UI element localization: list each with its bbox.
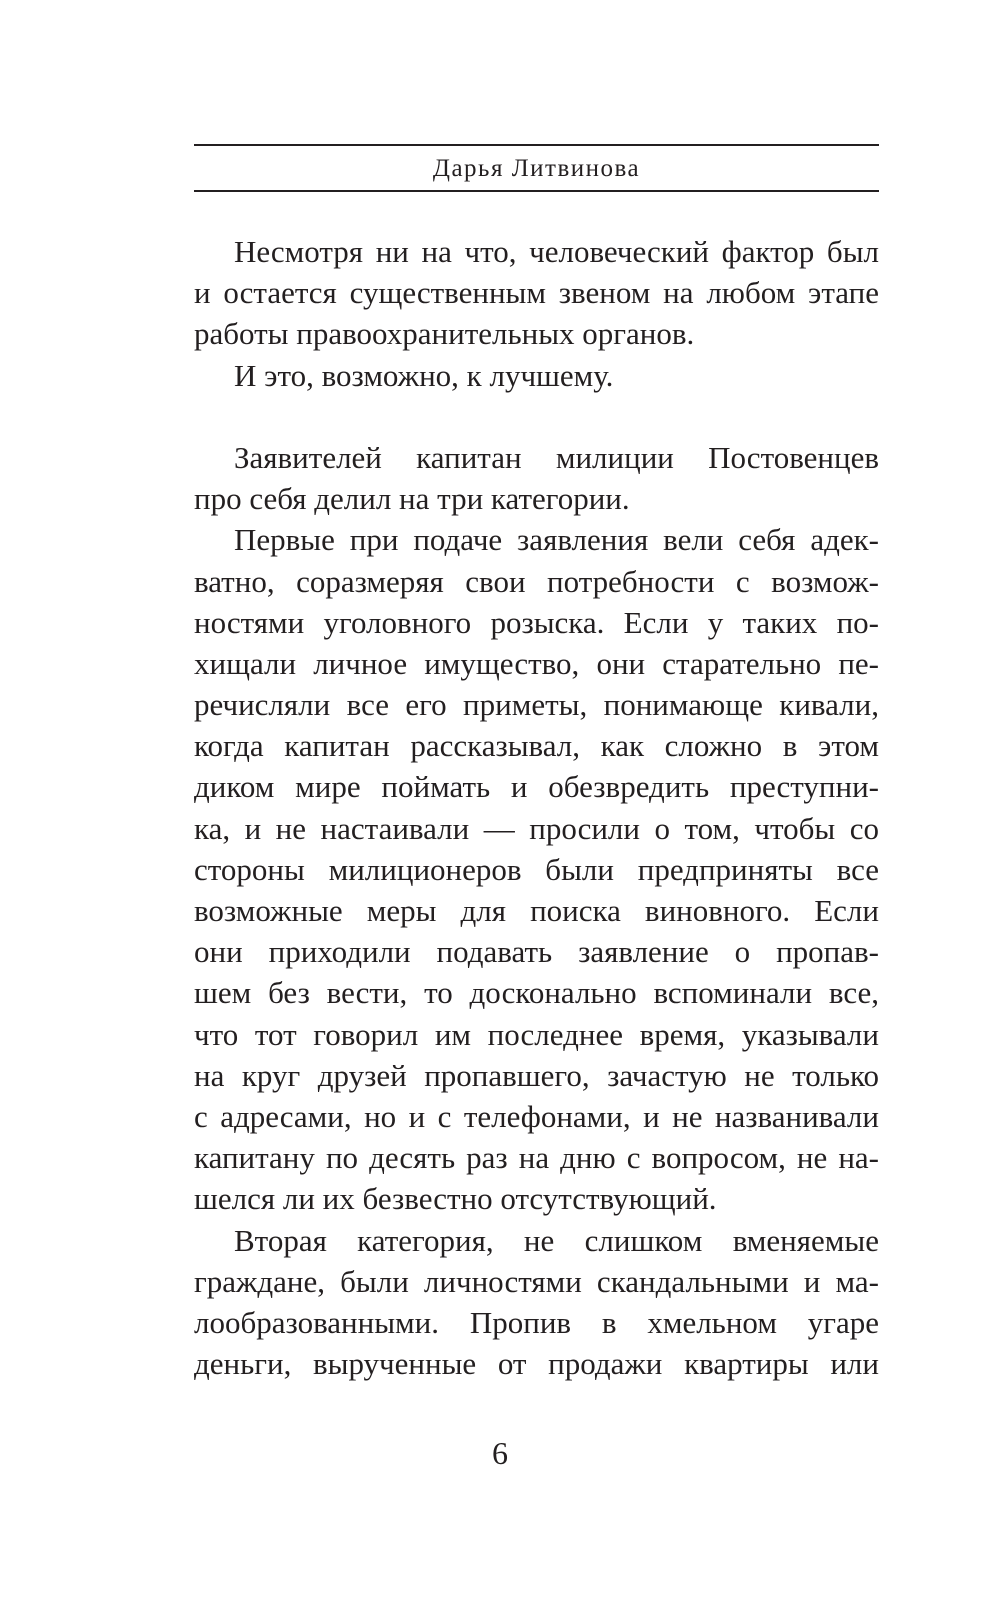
text-line: про себя делил на три категории. [194,481,630,517]
text-line: шелся ли их безвестно отсутствующий. [194,1181,717,1217]
text-line: хищали личное имущество, они старательно пе- [194,645,879,681]
paragraph-2 [194,355,879,396]
text-line: на круг друзей пропавшего, зачастую не только [194,1057,879,1093]
text-line: ватно, соразмеряя свои потребности с возмож- [194,563,879,599]
paragraph-4 [194,519,879,1219]
text-line: что тот говорил им последнее время, указывали [194,1016,879,1052]
text-line: Вторая категория, не слишком вменяемые [234,1222,879,1258]
text-line: деньги, вырученные от продажи квартиры или [194,1346,879,1382]
text-line: диком мире поймать и обезвредить преступни- [194,769,879,805]
running-head: Дарья Литвинова [432,155,641,182]
text-line: Несмотря ни на что, человеческий фактор был [234,234,879,269]
text-line: когда капитан рассказывал, как сложно в этом [194,728,879,764]
text-line: ка, и не настаивали — просили о том, чтобы со [194,810,879,846]
text-line: с адресами, но и с телефонами, и не названивали [194,1098,879,1134]
paragraph-5 [194,1220,879,1385]
text-line: ностями уголовного розыска. Если у таких по- [194,604,879,640]
body-text [194,231,879,1384]
text-line: и остается существенным звеном на любом этапе [194,275,879,311]
text-line: возможные меры для поиска виновного. Если [194,893,879,928]
header-top-rule [194,144,879,146]
text-line: И это, возможно, к лучшему. [234,357,614,393]
text-line: капитану по десять раз на дню с вопросом, не на- [194,1140,879,1176]
text-line: они приходили подавать заявление о пропав- [194,934,879,970]
text-line: лообразованными. Пропив в хмельном угаре [194,1304,879,1340]
text-line: Первые при подаче заявления вели себя адек- [234,522,879,558]
page-number: 6 [492,1435,508,1471]
paragraph-1 [194,231,879,355]
text-line: работы правоохранительных органов. [194,316,695,352]
header-bottom-rule [194,190,879,192]
text-line: шем без вести, то досконально вспоминали все, [194,975,879,1011]
text-line: граждане, были личностями скандальными и ма- [194,1263,879,1299]
text-line: стороны милиционеров были предприняты все [194,851,879,887]
section-break [194,396,879,437]
text-line: Заявителей капитан милиции Постовенцев [234,439,879,475]
text-line: речисляли все его приметы, понимающе кивали, [194,687,879,723]
paragraph-3 [194,437,879,519]
